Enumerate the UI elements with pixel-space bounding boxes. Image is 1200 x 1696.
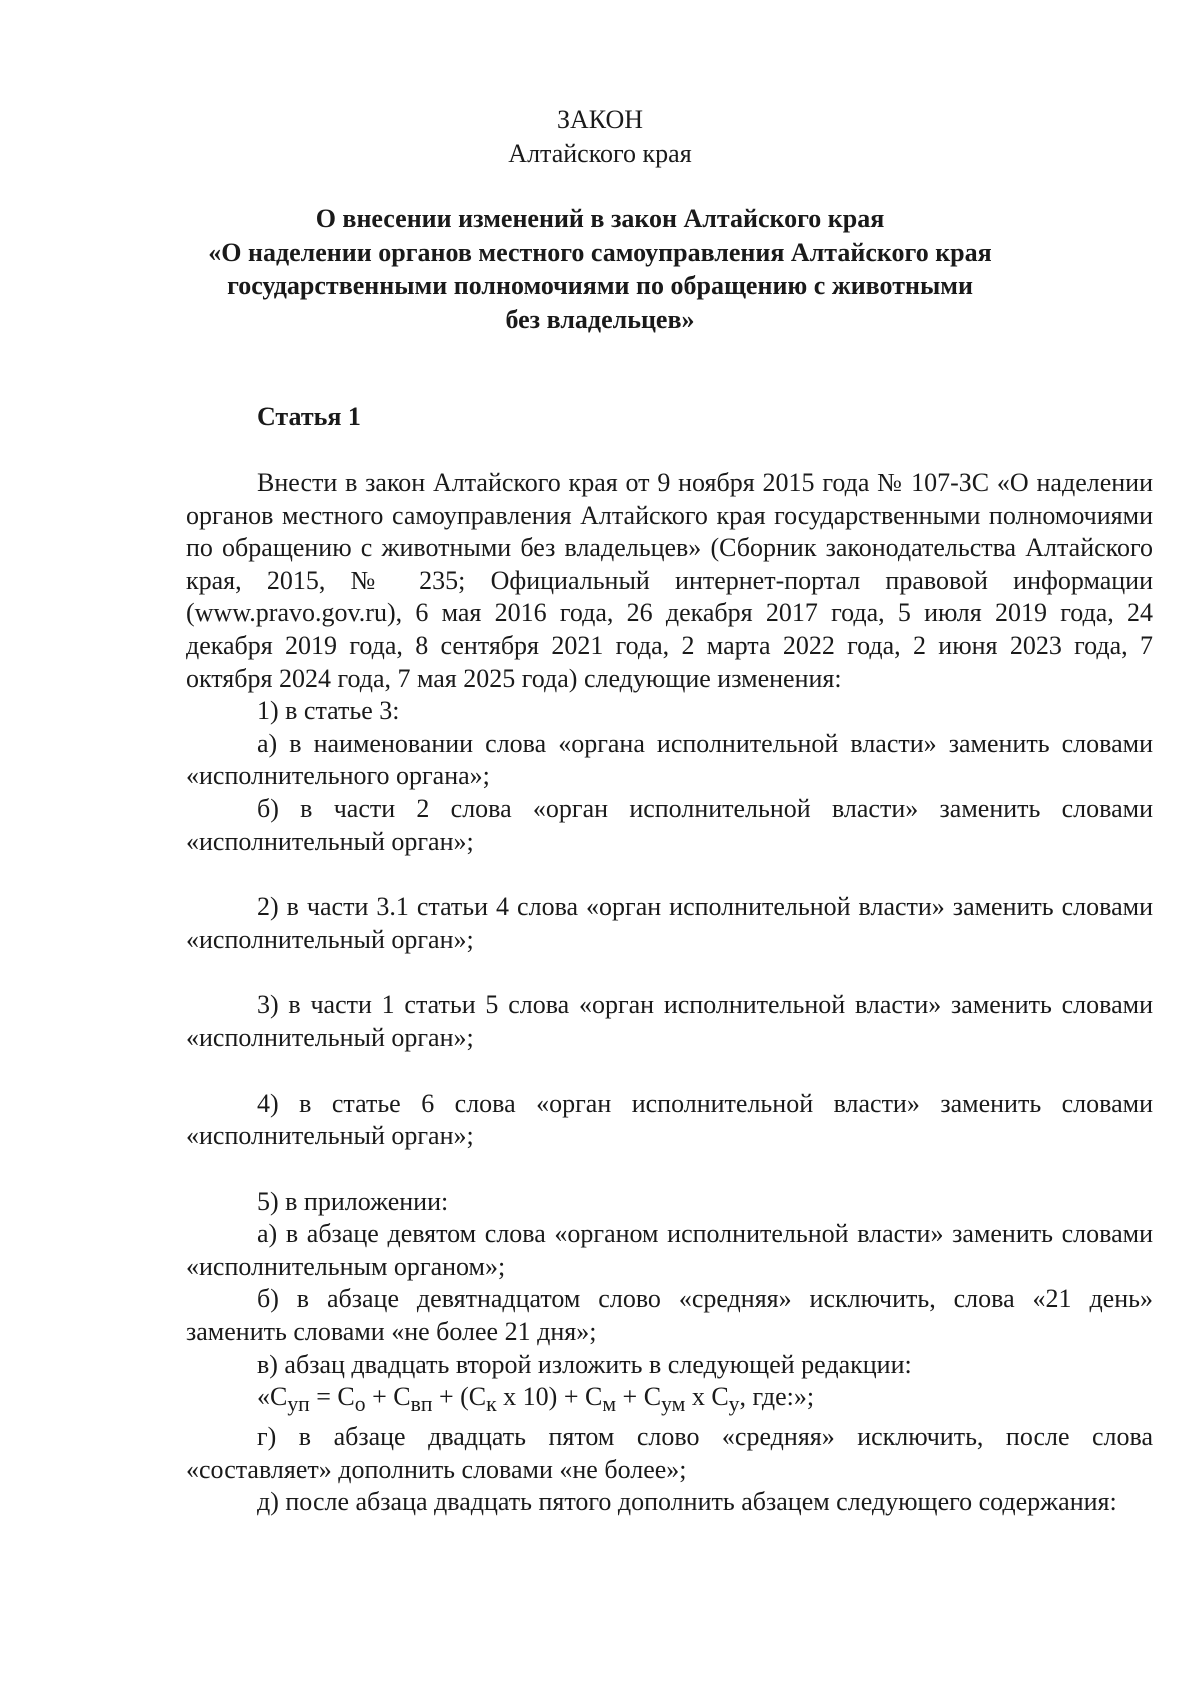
formula-part: + С — [616, 1382, 662, 1412]
amendment-item: 2) в части 3.1 статьи 4 слова «орган исполнительной власти» заменить словами «исполнительный орган»; — [186, 892, 1153, 954]
formula-subscript: у — [728, 1392, 740, 1417]
law-subject-line: государственными полномочиями по обращению с животными — [227, 271, 973, 300]
formula-part: х 10) + С — [496, 1382, 603, 1412]
formula-part: «С — [257, 1382, 288, 1412]
document-region: Алтайского края — [508, 139, 692, 168]
document-title: ЗАКОН — [556, 105, 644, 134]
law-subject-line: без владельцев» — [505, 304, 695, 334]
formula-subscript: м — [602, 1392, 617, 1417]
formula-part: + С — [365, 1382, 411, 1412]
amendment-subitem: в) абзац двадцать второй изложить в следующей редакции: — [257, 1349, 912, 1379]
law-subject-line: О внесении изменений в закон Алтайского края — [315, 204, 885, 233]
article-body — [186, 467, 1153, 1519]
amendment-item: 3) в части 1 статьи 5 слова «орган исполнительной власти» заменить словами «исполнительный орган»; — [186, 990, 1153, 1052]
formula-part: , где:»; — [739, 1382, 815, 1412]
amendment-item: 1) в статье 3: — [257, 696, 400, 726]
formula-subscript: уп — [287, 1392, 310, 1417]
amendment-subitem: а) в абзаце девятом слова «органом исполнительной власти» заменить словами «исполнительным органом»; — [186, 1219, 1153, 1281]
amendment-subitem: б) в абзаце девятнадцатом слово «средняя» исключить, слова «21 день» заменить словами «не более 21 дня»; — [186, 1284, 1153, 1347]
article-heading: Статья 1 — [257, 402, 361, 431]
formula-part: + (С — [432, 1382, 487, 1412]
amendment-subitem: д) после абзаца двадцать пятого дополнить абзацем следующего содержания: — [257, 1487, 1117, 1517]
amendment-subitem: б) в части 2 слова «орган исполнительной власти» заменить словами «исполнительный орган»; — [186, 793, 1153, 856]
amendment-item: 4) в статье 6 слова «орган исполнительной власти» заменить словами «исполнительный орган»; — [186, 1088, 1153, 1151]
law-subject — [0, 202, 1200, 336]
intro-paragraph: Внести в закон Алтайского края от 9 ноября 2015 года № 107-ЗС «О наделении органов местного самоуправления Алтайского края государственными полномочиями по обращению с животными без владельцев» (Сборник законодательства Алтайского края, 2015, № 235; Официальный интернет-портал правовой информации (www.pravo.gov.ru), 6 мая 2016 года, 26 декабря 2017 года, 5 июля 2019 года, 24 декабря 2019 года, 8 сентября 2021 года, 2 марта 2022 года, 2 июня 2023 года, 7 октября 2024 года, 7 мая 2025 года) следующие изменения: — [186, 468, 1153, 693]
law-subject-line: «О наделении органов местного самоуправления Алтайского края — [208, 237, 992, 267]
amendment-subitem: г) в абзаце двадцать пятом слово «средняя» исключить, после слова «составляет» дополнить словами «не более»; — [186, 1422, 1153, 1484]
amendment-item: 5) в приложении: — [257, 1186, 449, 1216]
formula-subscript: к — [486, 1392, 497, 1417]
cost-formula — [186, 1381, 1153, 1421]
amendment-subitem: а) в наименовании слова «органа исполнительной власти» заменить словами «исполнительного органа»; — [186, 728, 1153, 791]
formula-subscript: ум — [661, 1392, 686, 1417]
formula-part: х С — [685, 1382, 729, 1412]
formula-part: = С — [309, 1382, 355, 1412]
formula-subscript: о — [354, 1392, 366, 1417]
formula-subscript: вп — [410, 1392, 433, 1417]
